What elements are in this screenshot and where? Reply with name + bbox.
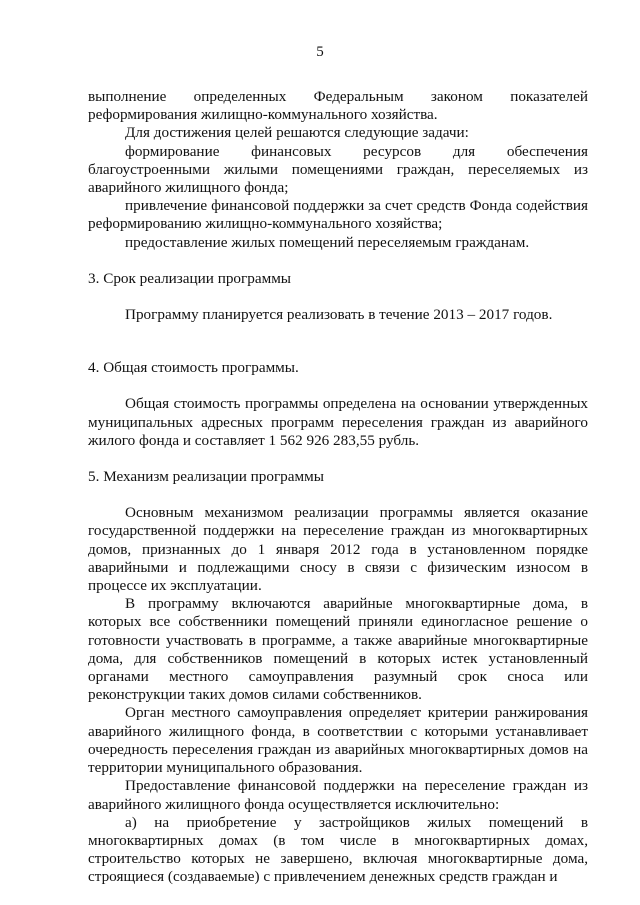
section-3-text: Программу планируется реализовать в течение 2013 – 2017 годов.	[125, 306, 553, 324]
paragraph-task-1: формирование финансовых ресурсов для обеспечения благоустроенными жилыми помещениями граждан, переселяемых из аварийного жилищного фонда;	[88, 142, 588, 197]
paragraph-continuation: выполнение определенных Федеральным законом показателей реформирования жилищно-коммунального хозяйства.	[88, 88, 588, 124]
paragraph-task-2: привлечение финансовой поддержки за счет средств Фонда содействия реформированию жилищно-коммунального хозяйства;	[88, 197, 588, 233]
section-5-paragraph-1: Основным механизмом реализации программы является оказание государственной поддержки на переселение граждан из многоквартирных домов, признанных до 1 января 2012 года в установленном порядке аварийными и подлежащими сносу в связи с физическим износом в процессе их эксплуатации.	[88, 504, 588, 595]
section-5-paragraph-2: В программу включаются аварийные многоквартирные дома, в которых все собственники помещений приняли единогласное решение о готовности участвовать в программе, а также аварийные многоквартирные дома, для собственников помещений в которых истек установленный органами местного самоуправления разумный срок сноса или реконструкции таких домов силами собственников.	[88, 595, 588, 704]
document-body	[88, 88, 588, 887]
paragraph-tasks-intro: Для достижения целей решаются следующие задачи:	[125, 124, 469, 142]
section-3-heading: 3. Срок реализации программы	[88, 269, 292, 287]
section-4-heading: 4. Общая стоимость программы.	[88, 359, 299, 377]
section-5-paragraph-4: Предоставление финансовой поддержки на переселение граждан из аварийного жилищного фонда осуществляется исключительно:	[88, 777, 588, 813]
section-5-paragraph-3: Орган местного самоуправления определяет критерии ранжирования аварийного жилищного фонда, в соответствии с которыми устанавливает очередность переселения граждан из аварийных многоквартирных домов на территории муниципального образования.	[88, 704, 588, 777]
section-5-heading: 5. Механизм реализации программы	[88, 468, 324, 486]
paragraph-task-3: предоставление жилых помещений переселяемым гражданам.	[125, 233, 530, 251]
section-4-text: Общая стоимость программы определена на основании утвержденных муниципальных адресных программ переселения граждан из аварийного жилого фонда и составляет 1 562 926 283,55 рубль.	[88, 395, 588, 449]
page-number: 5	[316, 44, 324, 60]
section-5-paragraph-5: а) на приобретение у застройщиков жилых помещений в многоквартирных домах (в том числе в многоквартирных домах, строительство которых не завершено, включая многоквартирные дома, строящиеся (создаваемые) с привлечением денежных средств граждан и	[88, 813, 588, 886]
